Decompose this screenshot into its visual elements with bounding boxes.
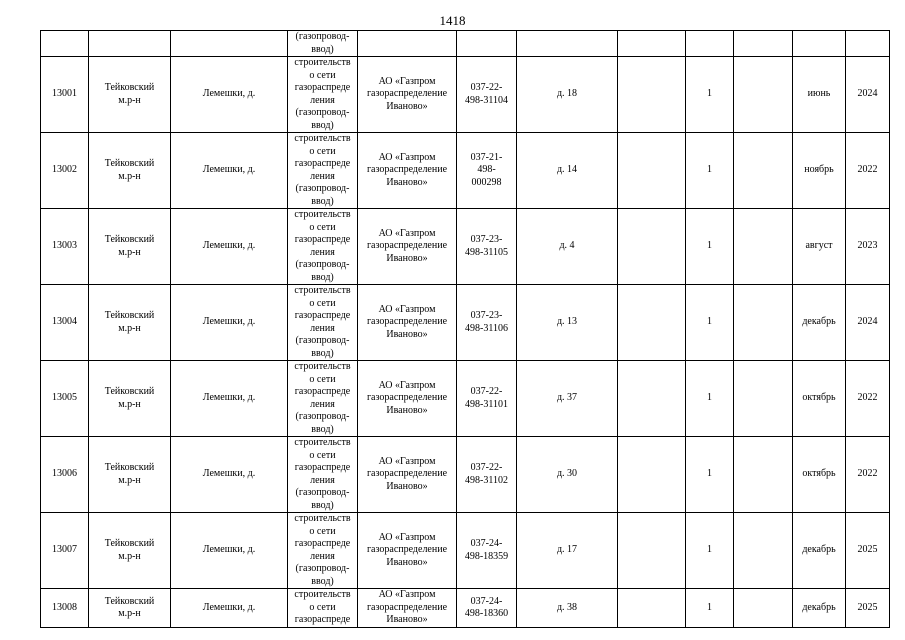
cell-code: [457, 361, 517, 437]
cell-line: газораспределение: [366, 392, 448, 404]
cell-district: [89, 209, 171, 285]
cell-line: 000298: [471, 176, 502, 188]
cell-quantity: [686, 133, 734, 209]
cell-code: [457, 209, 517, 285]
cell-line: ления: [310, 550, 335, 562]
cell-organization: [358, 133, 457, 209]
cell-line: ввод): [311, 119, 334, 131]
cell-organization: [358, 437, 457, 513]
cell-line: 037-22-: [470, 386, 503, 397]
cell-line: ввод): [311, 423, 334, 435]
cell-text: декабрь: [802, 316, 836, 328]
cell-text: декабрь: [802, 601, 836, 613]
cell-line: Иваново»: [386, 176, 428, 188]
cell-line: ввод): [311, 499, 334, 511]
cell-empty: [734, 513, 793, 589]
cell-line: газораспределение: [366, 240, 448, 252]
cell-line: (газопровод-: [295, 183, 350, 194]
cell-text: 2025: [857, 601, 878, 613]
cell-text: июнь: [807, 88, 831, 100]
cell-month: [793, 209, 846, 285]
cell-quantity: [686, 285, 734, 361]
cell-organization: [358, 513, 457, 589]
cell-line: о сети: [309, 373, 336, 385]
cell-line: АО «Газпром: [378, 303, 436, 315]
cell-text: 2022: [857, 468, 878, 480]
table-row: [41, 361, 890, 437]
cell-text: 2024: [857, 316, 878, 328]
cell-line: АО «Газпром: [378, 455, 436, 467]
cell-line: м.р-н: [118, 474, 141, 486]
cell-line: газораспределение: [366, 88, 448, 100]
cell-month: [793, 57, 846, 133]
cell-code: [457, 57, 517, 133]
cell-line: газораспреде: [294, 158, 351, 169]
cell-number: [41, 209, 89, 285]
cell-locality: [171, 513, 288, 589]
cell-number: [41, 133, 89, 209]
cell-quantity: [686, 361, 734, 437]
cell-line: газораспреде: [294, 462, 351, 473]
table-body: [41, 31, 890, 628]
cell-line: ввод): [311, 347, 334, 359]
table-row-continuation: [41, 31, 890, 57]
cell-line: 037-23-: [470, 310, 503, 321]
cell-district: [89, 57, 171, 133]
cell-empty: [618, 209, 686, 285]
cell-year: [846, 361, 890, 437]
cell-work-type: [288, 589, 358, 628]
cell-locality: [171, 589, 288, 628]
cell-line: АО «Газпром: [378, 75, 436, 87]
cell-locality: [171, 57, 288, 133]
cell-number: [41, 437, 89, 513]
cell-text: Лемешки, д.: [202, 240, 256, 252]
cell-line: м.р-н: [118, 246, 141, 258]
cell-month: [793, 513, 846, 589]
cell-line: м.р-н: [118, 170, 141, 182]
cell-line: ления: [310, 474, 335, 486]
cell-organization: [358, 209, 457, 285]
table-row: [41, 589, 890, 628]
cell-line: строительств: [294, 589, 351, 600]
cell-text: 2022: [857, 164, 878, 176]
cell-line: 037-22-: [470, 462, 503, 473]
cell-district: [89, 133, 171, 209]
cell-year: [846, 57, 890, 133]
cell-empty: [171, 31, 288, 57]
cell-year: [846, 513, 890, 589]
cell-line: Иваново»: [386, 556, 428, 568]
cell-work-type: [288, 437, 358, 513]
cell-line: ления: [310, 170, 335, 182]
cell-line: (газопровод-: [295, 259, 350, 270]
cell-district: [89, 285, 171, 361]
cell-address: [517, 209, 618, 285]
cell-empty: [517, 31, 618, 57]
cell-line: Тейковский: [104, 158, 155, 169]
cell-line: газораспреде: [294, 538, 351, 549]
cell-month: [793, 437, 846, 513]
cell-line: ввод): [311, 195, 334, 207]
cell-line: газораспреде: [294, 82, 351, 93]
cell-line: ввод): [311, 43, 334, 55]
cell-empty: [89, 31, 171, 57]
cell-empty: [734, 209, 793, 285]
page-number: 1418: [439, 13, 466, 28]
cell-text: 2024: [857, 88, 878, 100]
cell-line: строительств: [294, 209, 351, 220]
cell-empty: [846, 31, 890, 57]
cell-line: АО «Газпром: [378, 589, 436, 601]
cell-line: 498-31101: [465, 398, 508, 410]
cell-month: [793, 285, 846, 361]
cell-line: м.р-н: [118, 550, 141, 562]
cell-line: о сети: [309, 145, 336, 157]
cell-year: [846, 589, 890, 628]
cell-text: д. 38: [556, 601, 578, 613]
cell-text: д. 18: [556, 88, 578, 100]
cell-empty: [734, 133, 793, 209]
cell-organization: [358, 589, 457, 628]
cell-text: 1: [707, 240, 712, 252]
cell-month: [793, 589, 846, 628]
cell-text: Лемешки, д.: [202, 88, 256, 100]
cell-line: газораспределение: [366, 544, 448, 556]
cell-line: Тейковский: [104, 538, 155, 549]
cell-text: д. 17: [556, 544, 578, 556]
cell-work-type: [288, 31, 358, 57]
cell-address: [517, 285, 618, 361]
cell-empty: [793, 31, 846, 57]
cell-line: о сети: [309, 69, 336, 81]
cell-code: [457, 513, 517, 589]
cell-line: 037-23-: [470, 234, 503, 245]
cell-empty: [618, 31, 686, 57]
cell-line: Иваново»: [386, 614, 428, 626]
cell-text: ноябрь: [804, 164, 834, 176]
cell-work-type: [288, 57, 358, 133]
cell-text: Лемешки, д.: [202, 164, 256, 176]
cell-line: 498-18359: [464, 550, 509, 562]
cell-line: АО «Газпром: [378, 227, 436, 239]
cell-empty: [618, 513, 686, 589]
cell-month: [793, 361, 846, 437]
cell-text: 13006: [52, 468, 77, 480]
cell-line: АО «Газпром: [378, 379, 436, 391]
cell-line: 498-18360: [464, 608, 509, 619]
cell-text: 13008: [52, 601, 77, 613]
table-row: [41, 133, 890, 209]
cell-number: [41, 513, 89, 589]
cell-number: [41, 285, 89, 361]
cell-empty: [618, 589, 686, 628]
cell-empty: [734, 589, 793, 628]
table-row: [41, 285, 890, 361]
cell-district: [89, 437, 171, 513]
cell-quantity: [686, 513, 734, 589]
cell-line: строительств: [294, 513, 351, 524]
cell-text: Лемешки, д.: [202, 392, 256, 404]
cell-text: Лемешки, д.: [202, 544, 256, 556]
cell-line: 498-31104: [465, 94, 508, 106]
cell-text: август: [805, 240, 833, 252]
cell-text: д. 4: [559, 240, 575, 252]
cell-empty: [358, 31, 457, 57]
cell-work-type: [288, 209, 358, 285]
cell-locality: [171, 133, 288, 209]
cell-text: 13004: [52, 316, 77, 328]
cell-work-type: [288, 133, 358, 209]
cell-line: о сети: [309, 221, 336, 233]
cell-month: [793, 133, 846, 209]
cell-line: Тейковский: [104, 234, 155, 245]
cell-line: 037-24-: [470, 595, 503, 607]
cell-address: [517, 513, 618, 589]
cell-text: 1: [707, 601, 712, 613]
cell-line: (газопровод-: [295, 107, 350, 118]
cell-line: Тейковский: [104, 82, 155, 93]
cell-text: 13001: [52, 88, 77, 100]
cell-line: 037-24-: [470, 538, 503, 549]
cell-year: [846, 285, 890, 361]
cell-line: Иваново»: [386, 100, 428, 112]
cell-empty: [618, 361, 686, 437]
cell-empty: [618, 57, 686, 133]
cell-line: Тейковский: [104, 595, 155, 607]
cell-text: 1: [707, 316, 712, 328]
cell-text: Лемешки, д.: [202, 468, 256, 480]
cell-text: 13003: [52, 240, 77, 252]
cell-number: [41, 57, 89, 133]
cell-district: [89, 361, 171, 437]
cell-line: (газопровод-: [295, 31, 350, 42]
cell-line: (газопровод-: [295, 487, 350, 498]
cell-address: [517, 437, 618, 513]
table-row: [41, 437, 890, 513]
cell-district: [89, 513, 171, 589]
cell-line: Иваново»: [386, 480, 428, 492]
cell-empty: [686, 31, 734, 57]
cell-work-type: [288, 513, 358, 589]
cell-text: 2023: [857, 240, 878, 252]
cell-locality: [171, 361, 288, 437]
cell-empty: [734, 57, 793, 133]
cell-line: газораспределение: [366, 316, 448, 328]
cell-text: 1: [707, 88, 712, 100]
cell-line: Тейковский: [104, 386, 155, 397]
cell-address: [517, 133, 618, 209]
cell-address: [517, 589, 618, 628]
cell-code: [457, 133, 517, 209]
table-row: [41, 57, 890, 133]
cell-line: о сети: [309, 601, 336, 613]
cell-line: АО «Газпром: [378, 531, 436, 543]
cell-line: (газопровод-: [295, 563, 350, 574]
cell-locality: [171, 437, 288, 513]
cell-line: 498-: [477, 164, 496, 176]
cell-text: 2022: [857, 392, 878, 404]
cell-line: 498-31105: [465, 246, 508, 258]
cell-line: строительств: [294, 57, 351, 68]
cell-line: (газопровод-: [295, 335, 350, 346]
cell-empty: [734, 437, 793, 513]
cell-line: Иваново»: [386, 252, 428, 264]
cell-text: 13005: [52, 392, 77, 404]
cell-year: [846, 133, 890, 209]
cell-text: 13007: [52, 544, 77, 556]
cell-line: ления: [310, 94, 335, 106]
cell-empty: [734, 361, 793, 437]
cell-empty: [457, 31, 517, 57]
cell-line: о сети: [309, 525, 336, 537]
cell-text: д. 37: [556, 392, 578, 404]
cell-organization: [358, 361, 457, 437]
cell-empty: [734, 285, 793, 361]
cell-line: ления: [310, 322, 335, 334]
cell-empty: [734, 31, 793, 57]
cell-empty: [41, 31, 89, 57]
cell-empty: [618, 285, 686, 361]
cell-line: Тейковский: [104, 462, 155, 473]
cell-line: м.р-н: [118, 322, 141, 334]
cell-line: газораспреде: [294, 614, 351, 625]
cell-quantity: [686, 209, 734, 285]
cell-text: декабрь: [802, 544, 836, 556]
cell-line: 498-31106: [465, 322, 508, 334]
cell-year: [846, 437, 890, 513]
cell-code: [457, 589, 517, 628]
cell-line: газораспределение: [366, 468, 448, 480]
cell-code: [457, 437, 517, 513]
cell-quantity: [686, 589, 734, 628]
cell-line: газораспреде: [294, 234, 351, 245]
table-row: [41, 209, 890, 285]
cell-line: 037-21-: [470, 151, 503, 163]
register-table: [40, 30, 890, 628]
cell-line: 498-31102: [465, 474, 508, 486]
cell-organization: [358, 285, 457, 361]
cell-line: Иваново»: [386, 404, 428, 416]
cell-text: 1: [707, 164, 712, 176]
cell-quantity: [686, 437, 734, 513]
cell-line: ввод): [311, 271, 334, 283]
cell-line: газораспределение: [366, 164, 448, 176]
cell-line: строительств: [294, 285, 351, 296]
cell-line: строительств: [294, 437, 351, 448]
cell-number: [41, 361, 89, 437]
cell-line: строительств: [294, 133, 351, 144]
cell-quantity: [686, 57, 734, 133]
cell-work-type: [288, 285, 358, 361]
cell-district: [89, 589, 171, 628]
cell-empty: [618, 437, 686, 513]
cell-line: 037-22-: [470, 82, 503, 93]
cell-line: м.р-н: [118, 398, 141, 410]
cell-line: газораспреде: [294, 386, 351, 397]
cell-number: [41, 589, 89, 628]
cell-locality: [171, 285, 288, 361]
cell-text: 2025: [857, 544, 878, 556]
cell-text: 13002: [52, 164, 77, 176]
cell-text: 1: [707, 468, 712, 480]
cell-line: м.р-н: [118, 608, 141, 619]
cell-text: д. 14: [556, 164, 578, 176]
cell-line: Тейковский: [104, 310, 155, 321]
cell-code: [457, 285, 517, 361]
cell-text: октябрь: [802, 468, 836, 480]
cell-line: ления: [310, 398, 335, 410]
cell-text: 1: [707, 544, 712, 556]
cell-year: [846, 209, 890, 285]
cell-text: д. 13: [556, 316, 578, 328]
cell-organization: [358, 57, 457, 133]
cell-text: октябрь: [802, 392, 836, 404]
cell-line: о сети: [309, 297, 336, 309]
cell-line: газораспределение: [366, 601, 448, 613]
cell-address: [517, 361, 618, 437]
cell-work-type: [288, 361, 358, 437]
cell-line: АО «Газпром: [378, 151, 436, 163]
cell-text: Лемешки, д.: [202, 316, 256, 328]
cell-text: Лемешки, д.: [202, 601, 256, 613]
cell-empty: [618, 133, 686, 209]
cell-locality: [171, 209, 288, 285]
cell-line: о сети: [309, 449, 336, 461]
cell-line: ввод): [311, 575, 334, 587]
cell-line: ления: [310, 246, 335, 258]
cell-line: (газопровод-: [295, 411, 350, 422]
cell-text: д. 30: [556, 468, 578, 480]
cell-line: газораспреде: [294, 310, 351, 321]
cell-line: м.р-н: [118, 94, 141, 106]
cell-line: Иваново»: [386, 328, 428, 340]
cell-text: 1: [707, 392, 712, 404]
cell-line: строительств: [294, 361, 351, 372]
table-row: [41, 513, 890, 589]
cell-address: [517, 57, 618, 133]
